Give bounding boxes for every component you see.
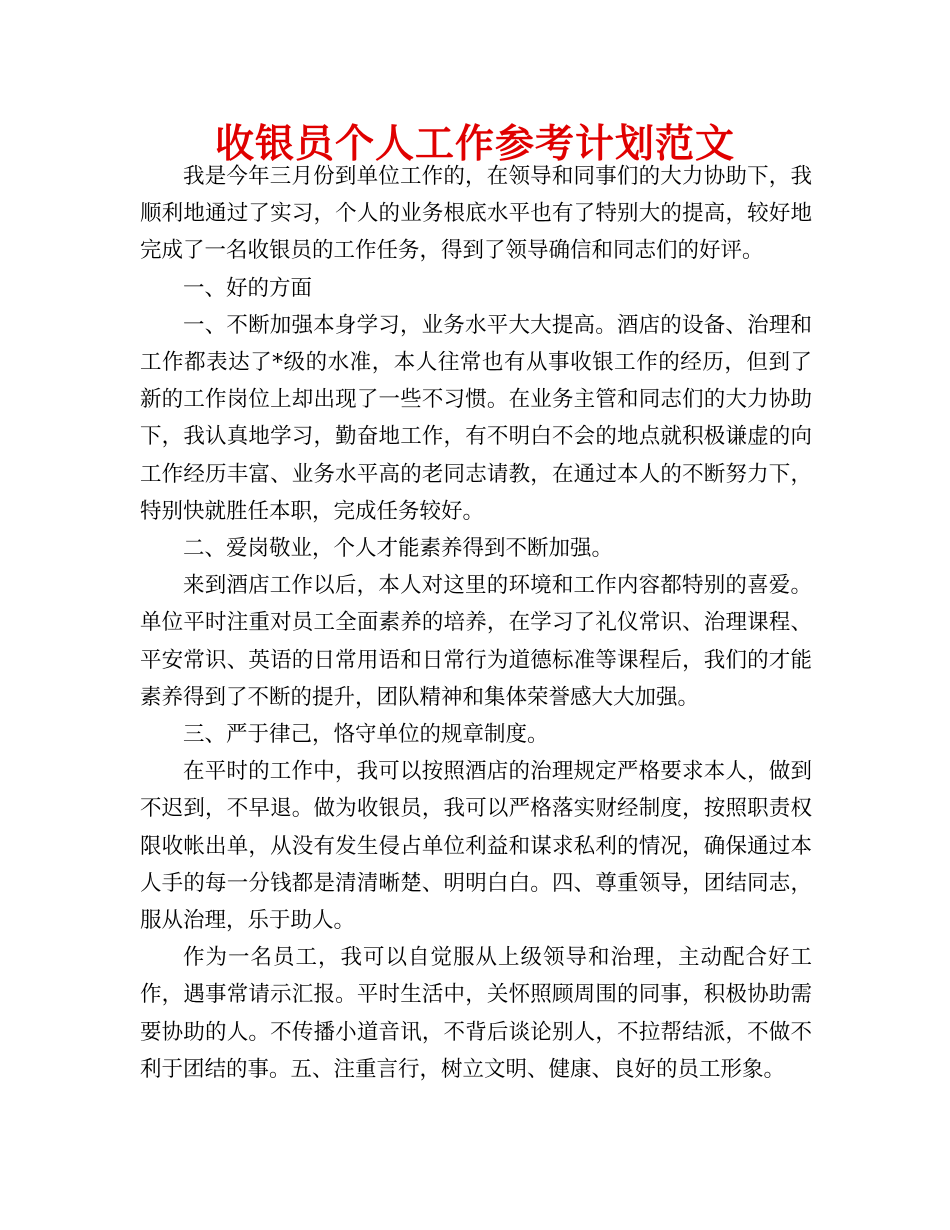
paragraph-study: 一、不断加强本身学习，业务水平大大提高。酒店的设备、治理和工作都表达了*级的水准，本人往常也有从事收银工作的经历，但到了新的工作岗位上却出现了一些不习惯。在业务主管和同志们的大力协助下，我认真地学习，勤奋地工作，有不明白不会的地点就积极谦虚的向工作经历丰富、业务水平高的老同志请教，在通过本人的不断努力下，特别快就胜任本职，完成任务较好。 bbox=[140, 312, 812, 524]
paragraph-intro: 我是今年三月份到单位工作的，在领导和同事们的大力协助下，我顺利地通过了实习，个人的业务根底水平也有了特别大的提高，较好地完成了一名收银员的工作任务，得到了领导确信和同志们的好评。 bbox=[140, 164, 812, 264]
document-title: 收银员个人工作参考计划范文 bbox=[214, 122, 735, 167]
heading-dedication: 二、爱岗敬业，个人才能素养得到不断加强。 bbox=[183, 536, 614, 562]
heading-good-aspects: 一、好的方面 bbox=[183, 275, 313, 301]
heading-discipline: 三、严于律己，恪守单位的规章制度。 bbox=[183, 722, 549, 748]
document-body bbox=[140, 158, 812, 1088]
paragraph-teamwork: 作为一名员工，我可以自觉服从上级领导和治理，主动配合好工作，遇事常请示汇报。平时生活中，关怀照顾周围的同事，积极协助需要协助的人。不传播小道音讯，不背后谈论别人，不拉帮结派，不做不利于团结的事。五、注重言行，树立文明、健康、良好的员工形象。 bbox=[140, 945, 812, 1082]
paragraph-discipline: 在平时的工作中，我可以按照酒店的治理规定严格要求本人，做到不迟到，不早退。做为收银员，我可以严格落实财经制度，按照职责权限收帐出单，从没有发生侵占单位利益和谋求私利的情况，确保通过本人手的每一分钱都是清清晰楚、明明白白。四、尊重领导，团结同志，服从治理，乐于助人。 bbox=[140, 759, 812, 934]
paragraph-dedication: 来到酒店工作以后，本人对这里的环境和工作内容都特别的喜爱。单位平时注重对员工全面素养的培养，在学习了礼仪常识、治理课程、平安常识、英语的日常用语和日常行为道德标准等课程后，我们的才能素养得到了不断的提升，团队精神和集体荣誉感大大加强。 bbox=[140, 573, 812, 710]
